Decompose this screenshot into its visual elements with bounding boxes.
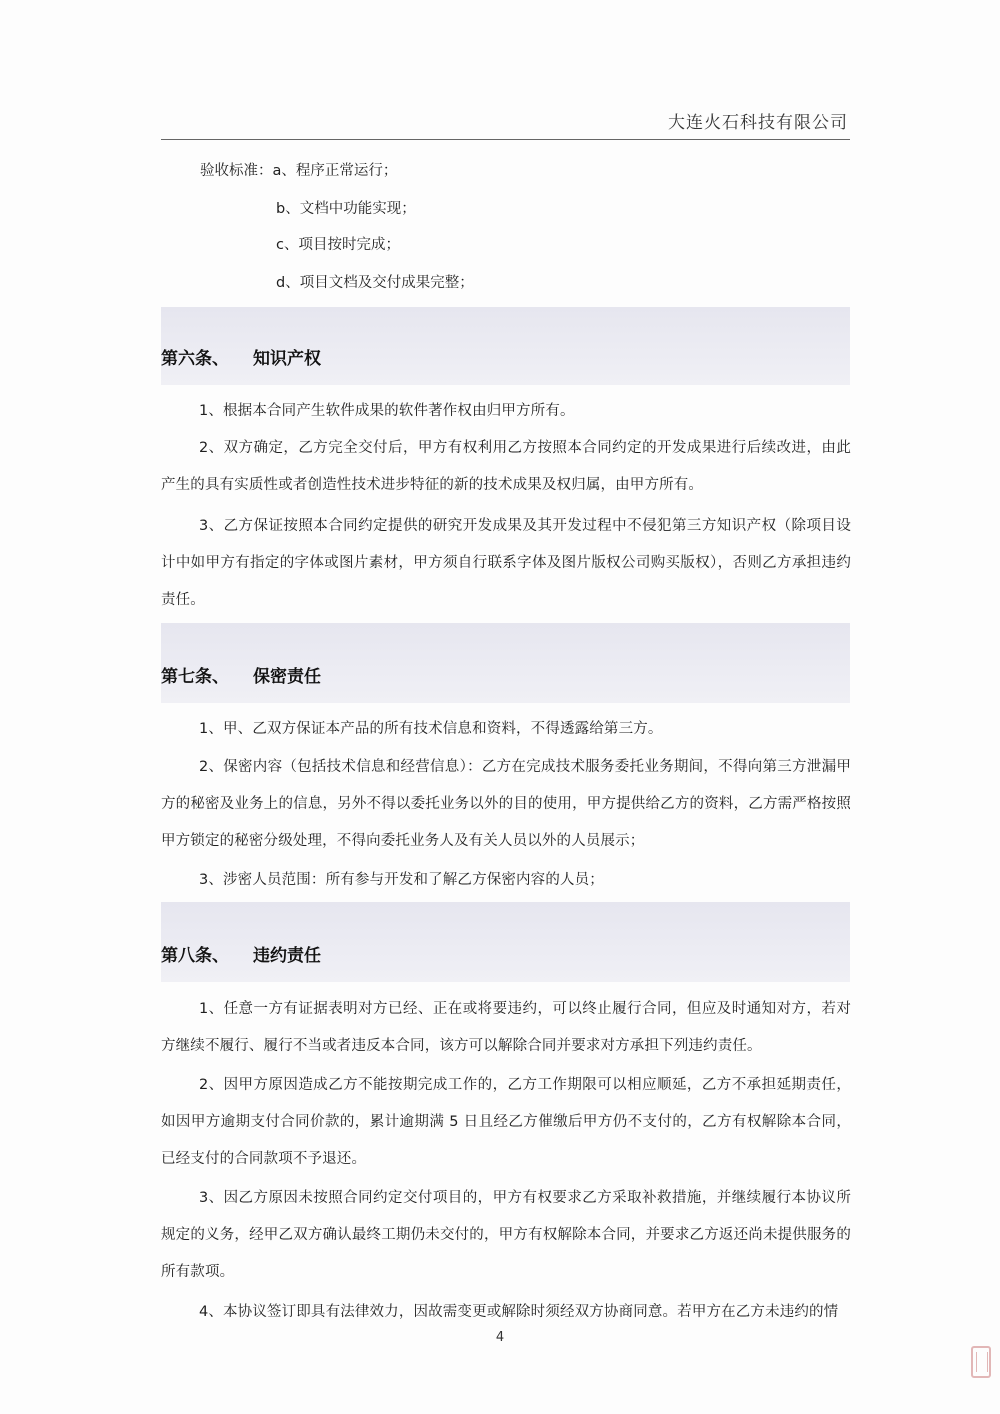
section-8-heading — [161, 945, 321, 967]
header-divider — [161, 139, 850, 140]
acceptance-label: 验收标准： — [200, 163, 273, 179]
section-7-paragraph-2: 2、保密内容（包括技术信息和经营信息）：乙方在完成技术服务委托业务期间，不得向第三方泄漏甲方的秘密及业务上的信息，另外不得以委托业务以外的目的使用，甲方提供给乙方的资料，乙方需严格按照甲方锁定的秘密分级处理，不得向委托业务人及有关人员以外的人员展示； — [161, 759, 851, 849]
page-number: 4 — [495, 1330, 505, 1345]
section-7-paragraph-3: 3、涉密人员范围：所有参与开发和了解乙方保密内容的人员； — [199, 872, 604, 888]
section-8-paragraph-3: 3、因乙方原因未按照合同约定交付项目的，甲方有权要求乙方采取补救措施，并继续履行本协议所规定的义务，经甲乙双方确认最终工期仍未交付的，甲方有权解除本合同，并要求乙方返还尚未提供服务的所有款项。 — [161, 1190, 851, 1280]
section-6-paragraph-1: 1、根据本合同产生软件成果的软件著作权由归甲方所有。 — [199, 403, 575, 419]
section-8-paragraph-4: 4、本协议签订即具有法律效力，因故需变更或解除时须经双方协商同意。若甲方在乙方未违约的情 — [199, 1304, 839, 1320]
section-6-number: 第六条、 — [161, 349, 229, 369]
section-6-title: 知识产权 — [253, 349, 321, 369]
section-8-title: 违约责任 — [253, 946, 321, 966]
acceptance-item-a: a、程序正常运行； — [272, 163, 398, 179]
section-6-paragraph-2: 2、双方确定，乙方完全交付后，甲方有权利用乙方按照本合同约定的开发成果进行后续改进，由此产生的具有实质性或者创造性技术进步特征的新的技术成果及权归属，由甲方所有。 — [161, 440, 851, 493]
section-6-heading — [161, 348, 321, 370]
section-8-paragraph-1: 1、任意一方有证据表明对方已经、正在或将要违约，可以终止履行合同，但应及时通知对方，若对方继续不履行、履行不当或者违反本合同，该方可以解除合同并要求对方承担下列违约责任。 — [161, 1001, 851, 1054]
section-7-number: 第七条、 — [161, 667, 229, 687]
section-8-number: 第八条、 — [161, 946, 229, 966]
acceptance-item-d: d、项目文档及交付成果完整； — [276, 275, 474, 291]
seal-stamp-icon — [971, 1346, 991, 1378]
acceptance-item-b: b、文档中功能实现； — [276, 201, 416, 217]
section-8-heading-band — [161, 902, 850, 982]
section-6-heading-band — [161, 307, 850, 385]
company-name-header: 大连火石科技有限公司 — [668, 113, 848, 133]
section-7-heading-band — [161, 623, 850, 703]
section-8-paragraph-2: 2、因甲方原因造成乙方不能按期完成工作的，乙方工作期限可以相应顺延，乙方不承担延期责任，如因甲方逾期支付合同价款的，累计逾期满 5 日且经乙方催缴后甲方仍不支付的，乙方有权解除本合同，已经支付的合同款项不予退还。 — [161, 1077, 851, 1167]
section-7-paragraph-1: 1、甲、乙双方保证本产品的所有技术信息和资料，不得透露给第三方。 — [199, 721, 663, 737]
acceptance-criteria-line — [200, 161, 397, 181]
section-7-heading — [161, 666, 321, 688]
acceptance-item-c: c、项目按时完成； — [276, 237, 400, 253]
section-7-title: 保密责任 — [253, 667, 321, 687]
section-6-paragraph-3: 3、乙方保证按照本合同约定提供的研究开发成果及其开发过程中不侵犯第三方知识产权（除项目设计中如甲方有指定的字体或图片素材，甲方须自行联系字体及图片版权公司购买版权），否则乙方承担违约责任。 — [161, 518, 851, 608]
